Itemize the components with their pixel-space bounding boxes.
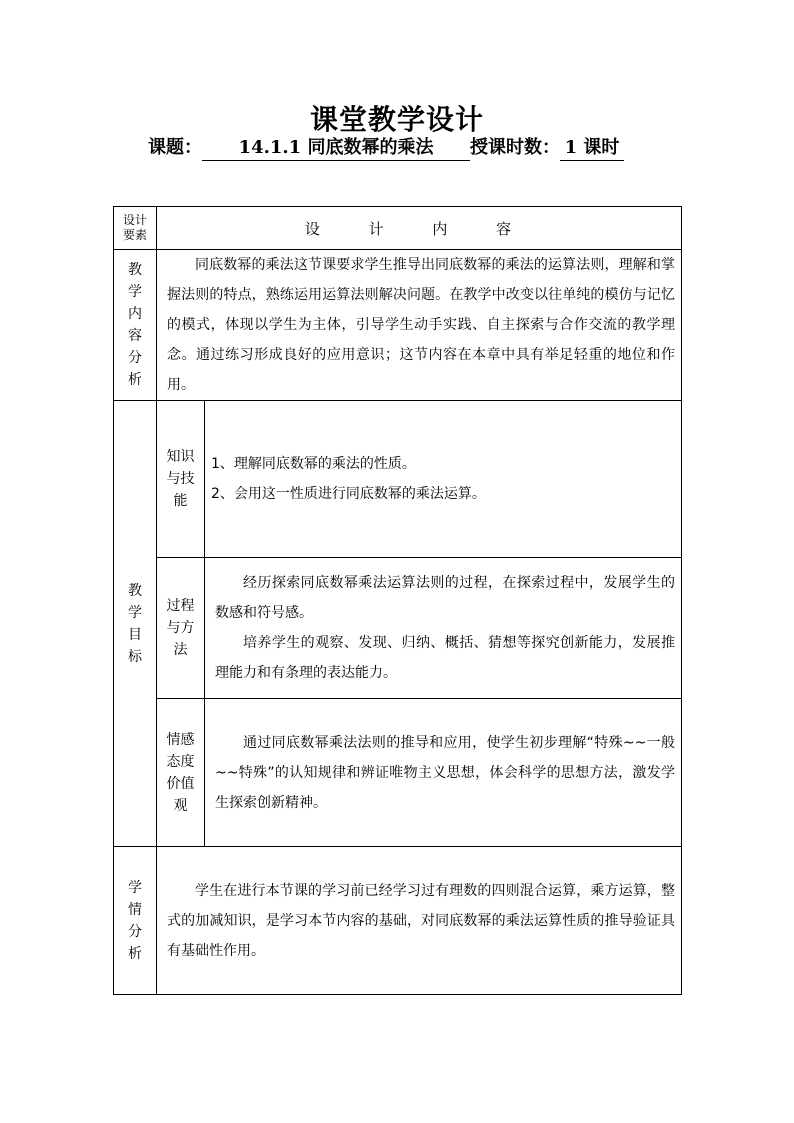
emotion-values-cell	[205, 699, 682, 847]
hours-label: 授课时数：	[470, 137, 560, 158]
goal-process-row	[114, 558, 682, 699]
teaching-goals-label: 教学目标	[114, 401, 157, 847]
process-methods-cell	[205, 558, 682, 699]
process-paragraph-1: 经历探索同底数幂乘法运算法则的过程，在探索过程中，发展学生的数感和符号感。	[215, 575, 675, 621]
knowledge-skills-label: 知识与技能	[157, 401, 205, 558]
process-paragraph-2: 培养学生的观察、发现、归纳、概括、猜想等探究创新能力，发展推理能力和有条理的表达能力。	[215, 635, 675, 681]
content-analysis-label: 教学内容分析	[114, 250, 157, 401]
goal-knowledge-row	[114, 401, 682, 558]
goal-emotion-row	[114, 699, 682, 847]
hours-value: 1 课时	[560, 136, 624, 161]
student-analysis-text-cell	[157, 847, 682, 995]
student-analysis-label: 学情分析	[114, 847, 157, 995]
topic-value: 14.1.1 同底数幂的乘法	[202, 136, 470, 161]
content-analysis-text: 同底数幂的乘法这节课要求学生推导出同底数幂的乘法的运算法则，理解和掌握法则的特点，熟练运用运算法则解决问题。在教学中改变以往单纯的模仿与记忆的模式，体现以学生为主体，引导学生动手实践、自主探索与合作交流的教学理念。通过练习形成良好的应用意识；这节内容在本章中具有举足轻重的地位和作用。	[167, 257, 675, 393]
content-analysis-text-cell	[157, 250, 682, 401]
process-methods-label: 过程与方法	[157, 558, 205, 699]
topic-label: 课题：	[148, 137, 202, 158]
page-title: 课堂教学设计	[309, 103, 484, 136]
lesson-design-table	[113, 206, 682, 995]
knowledge-item-2: 2、会用这一性质进行同底数幂的乘法运算。	[211, 486, 486, 502]
header-design-content: 设 计 内 容	[157, 207, 682, 250]
emotion-values-label: 情感态度价值观	[157, 699, 205, 847]
student-analysis-text: 学生在进行本节课的学习前已经学习过有理数的四则混合运算，乘方运算，整式的加减知识，是学习本节内容的基础，对同底数幂的乘法运算性质的推导验证具有基础性作用。	[167, 882, 675, 959]
student-analysis-row	[114, 847, 682, 995]
knowledge-skills-cell	[205, 401, 682, 558]
table-header-row	[114, 207, 682, 250]
knowledge-item-1: 1、理解同底数幂的乘法的性质。	[211, 456, 416, 472]
lesson-info-line	[148, 136, 624, 161]
content-analysis-row	[114, 250, 682, 401]
header-design-elements: 设计要素	[114, 207, 157, 250]
emotion-values-text: 通过同底数幂乘法法则的推导和应用，使学生初步理解“特殊~~一般~~特殊”的认知规律和辨证唯物主义思想，体会科学的思想方法，激发学生探索创新精神。	[215, 734, 675, 811]
